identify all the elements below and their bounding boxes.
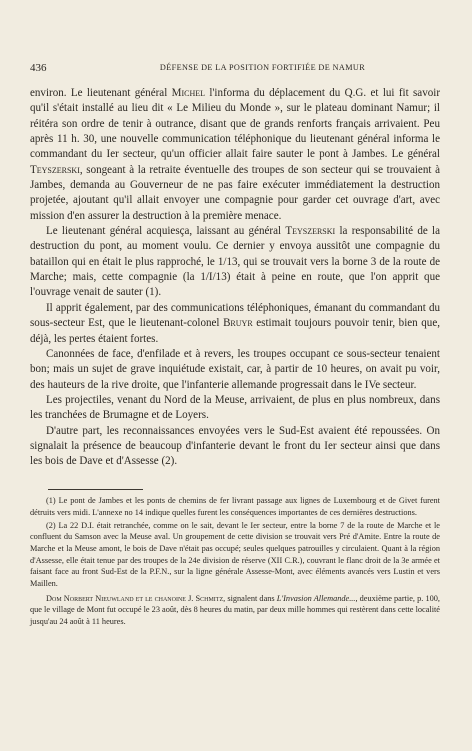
text-run: la responsabilité de la destruction du pont, au moment voulu. Ce dernier y envoya aussitôt une compagnie du bataillon qui en était le plus rapproché, le 1/13, qui se trouvait vers la borne 3 de la route de Marche; mais, cette compagnie (la 1/I/13) était à peine en route, que l'on apprit que l'ouvrage venait de sauter (1). <box>30 225 440 299</box>
running-title: DÉFENSE DE LA POSITION FORTIFIÉE DE NAMUR <box>159 63 366 72</box>
footnote-divider <box>48 489 143 490</box>
footnote-source <box>30 593 440 628</box>
paragraph-6: D'autre part, les reconnaissances envoyées vers le Sud-Est avaient été repoussées. On signalait la présence de beaucoup d'infanterie devant le front du Ier secteur ainsi que dans les bois de Dave et d'Assesse (2). <box>30 424 440 468</box>
paragraph-4: Canonnées de face, d'enfilade et à revers, les troupes occupant ce sous-secteur tenaient bon; mais un sujet de grave inquiétude existait, car, à partir de 10 heures, on avait pu voir, des hauteurs de la rive droite, que l'infanterie allemande progressait dans le IVe secteur. <box>30 347 440 391</box>
book-title: L'Invasion Allemande... <box>276 593 356 603</box>
text-run: environ. Le lieutenant général <box>30 87 172 99</box>
footnote-1: (1) Le pont de Jambes et les ponts de chemins de fer livrant passage aux lignes de Luxembourg et de Givet furent détruits vers midi. L'annexe no 14 indique quelles furent les conséquences importantes de ces dernières destructions. <box>30 496 440 517</box>
text-run: Il apprit également, par des communications téléphoniques, émanant du commandant du sous-secteur Est, que le lieutenant-colonel <box>30 301 440 330</box>
text-run: estimait toujours pouvoir tenir, bien que, déjà, les pertes étaient fortes. <box>30 317 440 345</box>
text-run: , signalent dans <box>223 593 277 603</box>
person-name: Teyszerski <box>285 225 336 238</box>
person-name: Teyszerski <box>30 163 80 176</box>
text-run: , songeant à la retraite éventuelle des troupes de son secteur qui se trouvaient à Jambes, demanda au Gouverneur de ne pas faire exécuter immédiatement la destruction projetée, ajoutant qu'il allait envoyer une compagnie pour garder cet ouvrage d'art, avec mission d'en assurer la destruction à la première menace. <box>30 163 440 222</box>
main-text <box>30 86 440 470</box>
text-run: , deuxième partie, p. 100, que le village de Mont fut occupé le 23 août, dès 8 heures du matin, par deux mille hommes qui restèrent dans cette localité jusqu'au 24 août à 11 heures. <box>30 593 441 627</box>
author-names: Dom Norbert Nieuwland et le chanoine J. Schmitz <box>46 593 224 603</box>
person-name: Michel <box>171 87 205 99</box>
person-name: Bruyr <box>223 317 253 330</box>
paragraph-3 <box>30 301 440 347</box>
paragraph-1 <box>30 86 440 224</box>
footnotes <box>30 495 440 629</box>
paragraph-5: Les projectiles, venant du Nord de la Meuse, arrivaient, de plus en plus nombreux, dans les tranchées de Brumagne et de Loyers. <box>30 393 440 422</box>
footnote-2: (2) La 22 D.I. était retranchée, comme on le sait, devant le Ier secteur, entre la borne 7 de la route de Marche et le confluent du Samson avec la Meuse aval. Un groupement de cette division se trouvait vers Pré d'Amite. Entre la route de Marche et la Meuse amont, le bois de Dave n'était pas occupé; seules quelques patrouilles y circulaient. Quant à la région d'Assesse, elle était tenue par des troupes de la 24e division de réserve (XII C.R.), couvrant le flanc droit de la 3e armée et faisant face au front Sud-Est de la P.F.N., sur la ligne générale Assesse-Mont, avec éléments avancés vers Lustin et vers Maillen. <box>30 520 440 589</box>
text-run: l'informa du déplacement du Q.G. et lui fit savoir qu'il s'était installé au lieu dit « Le Milieu du Monde », sur le plateau dominant Namur; il réitéra son ordre de tenir à outrance, disant que de grands renforts français arrivaient. Peu après 11 h. 30, une nouvelle communication téléphonique du lieutenant général informa le commandant du Ier secteur, qu'un officier allait faire sauter le pont à Jambes. Le général <box>30 87 441 161</box>
paragraph-2 <box>30 224 440 301</box>
text-run: Le lieutenant général acquiesça, laissant au général <box>46 225 286 238</box>
page-header <box>30 62 440 76</box>
page-number: 436 <box>30 62 47 74</box>
